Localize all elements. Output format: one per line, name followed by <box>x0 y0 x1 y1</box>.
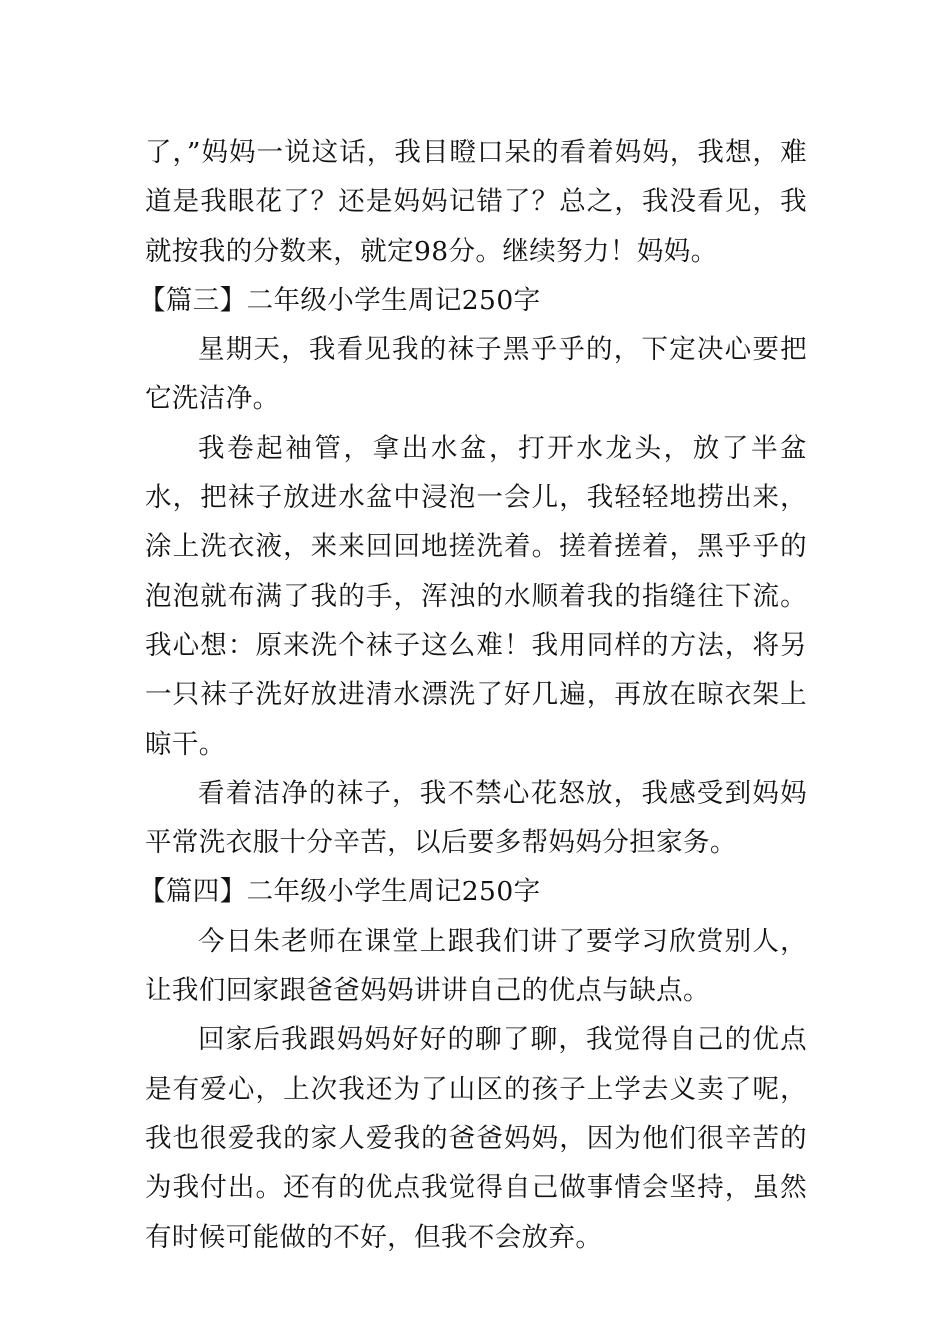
section4-paragraph-1: 今日朱老师在课堂上跟我们讲了要学习欣赏别人，让我们回家跟爸爸妈妈讲讲自己的优点与缺点。 <box>145 925 807 1007</box>
intro-paragraph: 了，”妈妈一说这话，我目瞪口呆的看着妈妈，我想，难道是我眼花了？还是妈妈记错了？总之，我没看见，我就按我的分数来，就定98分。继续努力！妈妈。 <box>145 137 807 267</box>
section-heading-4: 【篇四】二年级小学生周记250字 <box>139 876 541 908</box>
document-page <box>139 128 807 1262</box>
section3-paragraph-3: 看着洁净的袜子，我不禁心花怒放，我感受到妈妈平常洗衣服十分辛苦，以后要多帮妈妈分担家务。 <box>145 777 807 859</box>
section3-paragraph-2: 我卷起袖管，拿出水盆，打开水龙头，放了半盆水，把袜子放进水盆中浸泡一会儿，我轻轻地捞出来，涂上洗衣液，来来回回地搓洗着。搓着搓着，黑乎乎的泡泡就布满了我的手，浑浊的水顺着我的指缝往下流。我心想：原来洗个袜子这么难！我用同样的方法，将另一只袜子洗好放进清水漂洗了好几遍，再放在晾衣架上晾干。 <box>145 432 807 760</box>
section3-paragraph-1: 星期天，我看见我的袜子黑乎乎的，下定决心要把它洗洁净。 <box>145 334 807 415</box>
section4-paragraph-2: 回家后我跟妈妈好好的聊了聊，我觉得自己的优点是有爱心，上次我还为了山区的孩子上学去义卖了呢，我也很爱我的家人爱我的爸爸妈妈，因为他们很辛苦的为我付出。还有的优点我觉得自己做事情会坚持，虽然有时候可能做的不好，但我不会放弃。 <box>145 1024 807 1253</box>
section-heading-3: 【篇三】二年级小学生周记250字 <box>139 284 541 316</box>
